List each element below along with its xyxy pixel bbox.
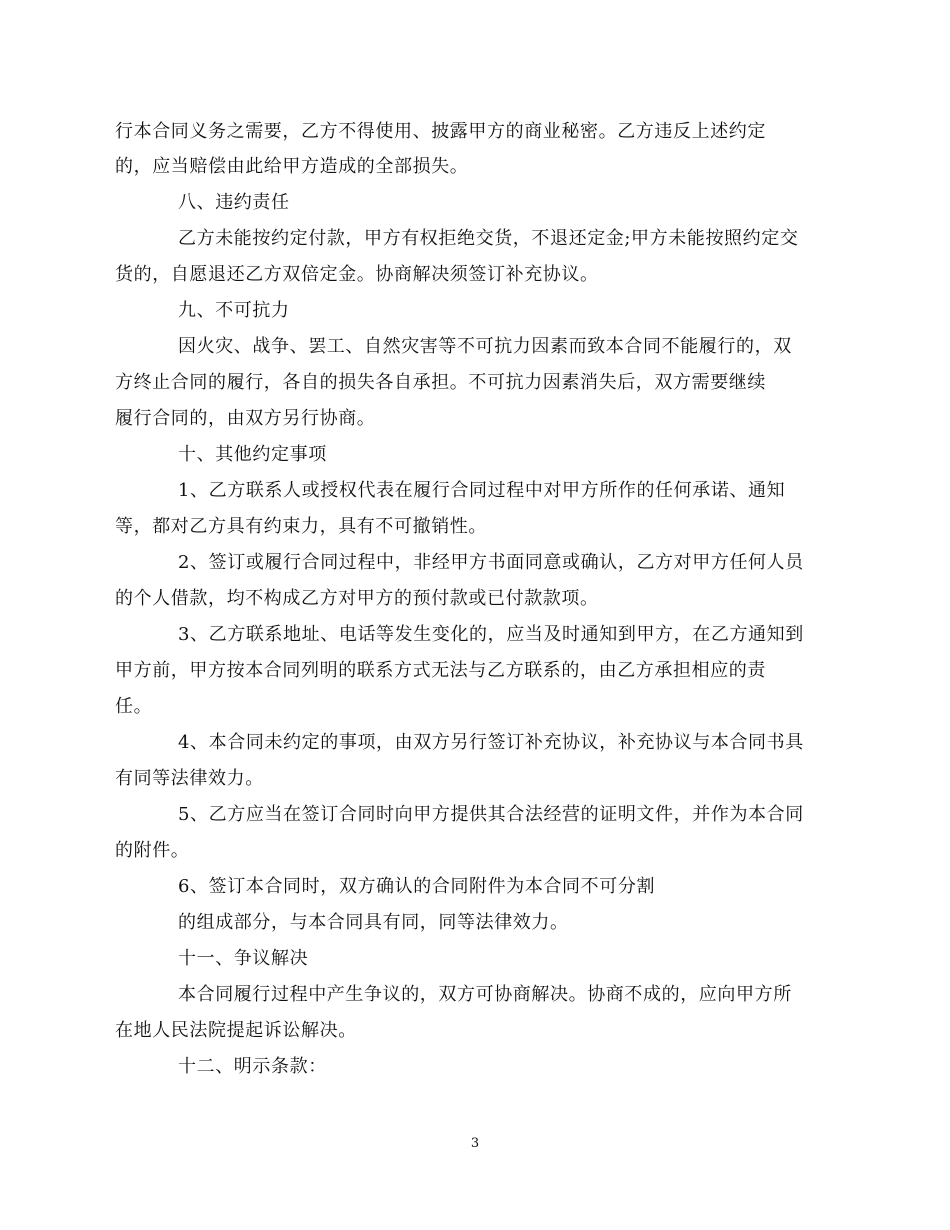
text-line: 2、签订或履行合同过程中，非经甲方书面同意或确认，乙方对甲方任何人员 [178,552,804,573]
text-line: 5、乙方应当在签订合同时向甲方提供其合法经营的证明文件，并作为本合同 [178,804,804,825]
text-line: 货的，自愿退还乙方双倍定金。协商解决须签订补充协议。 [115,264,599,285]
text-line: 方终止合同的履行，各自的损失各自承担。不可抗力因素消失后，双方需要继续 [115,372,766,393]
text-line: 履行合同的，由双方另行协商。 [115,408,376,429]
text-line: 任。 [115,696,153,717]
text-line: 3、乙方联系地址、电话等发生变化的，应当及时通知到甲方，在乙方通知到 [178,624,804,645]
section-heading: 十、其他约定事项 [178,444,327,465]
text-line: 因火灾、战争、罢工、自然灾害等不可抗力因素而致本合同不能履行的，双 [178,336,792,357]
section-heading: 十一、争议解决 [178,948,309,969]
text-line: 行本合同义务之需要，乙方不得使用、披露甲方的商业秘密。乙方违反上述约定 [115,121,766,142]
text-line: 在地人民法院提起诉讼解决。 [115,1020,357,1041]
text-line: 的附件。 [115,840,190,861]
text-line: 的组成部分，与本合同具有同，同等法律效力。 [178,912,569,933]
text-line: 等，都对乙方具有约束力，具有不可撤销性。 [115,516,487,537]
section-heading: 十二、明示条款： [178,1056,327,1077]
text-line: 6、签订本合同时，双方确认的合同附件为本合同不可分割 [178,876,656,897]
text-line: 的，应当赔偿由此给甲方造成的全部损失。 [115,156,469,177]
text-line: 1、乙方联系人或授权代表在履行合同过程中对甲方所作的任何承诺、通知 [178,480,786,501]
text-line: 乙方未能按约定付款，甲方有权拒绝交货，不退还定金;甲方未能按照约定交 [178,228,799,249]
section-heading: 九、不可抗力 [178,300,290,321]
text-line: 本合同履行过程中产生争议的，双方可协商解决。协商不成的，应向甲方所 [178,984,792,1005]
text-line: 有同等法律效力。 [115,768,264,789]
page-number: 3 [470,1136,480,1151]
text-line: 的个人借款，均不构成乙方对甲方的预付款或已付款款项。 [115,588,599,609]
section-heading: 八、违约责任 [178,192,290,213]
text-line: 4、本合同未约定的事项，由双方另行签订补充协议，补充协议与本合同书具 [178,732,804,753]
text-line: 甲方前，甲方按本合同列明的联系方式无法与乙方联系的，由乙方承担相应的责 [115,660,766,681]
